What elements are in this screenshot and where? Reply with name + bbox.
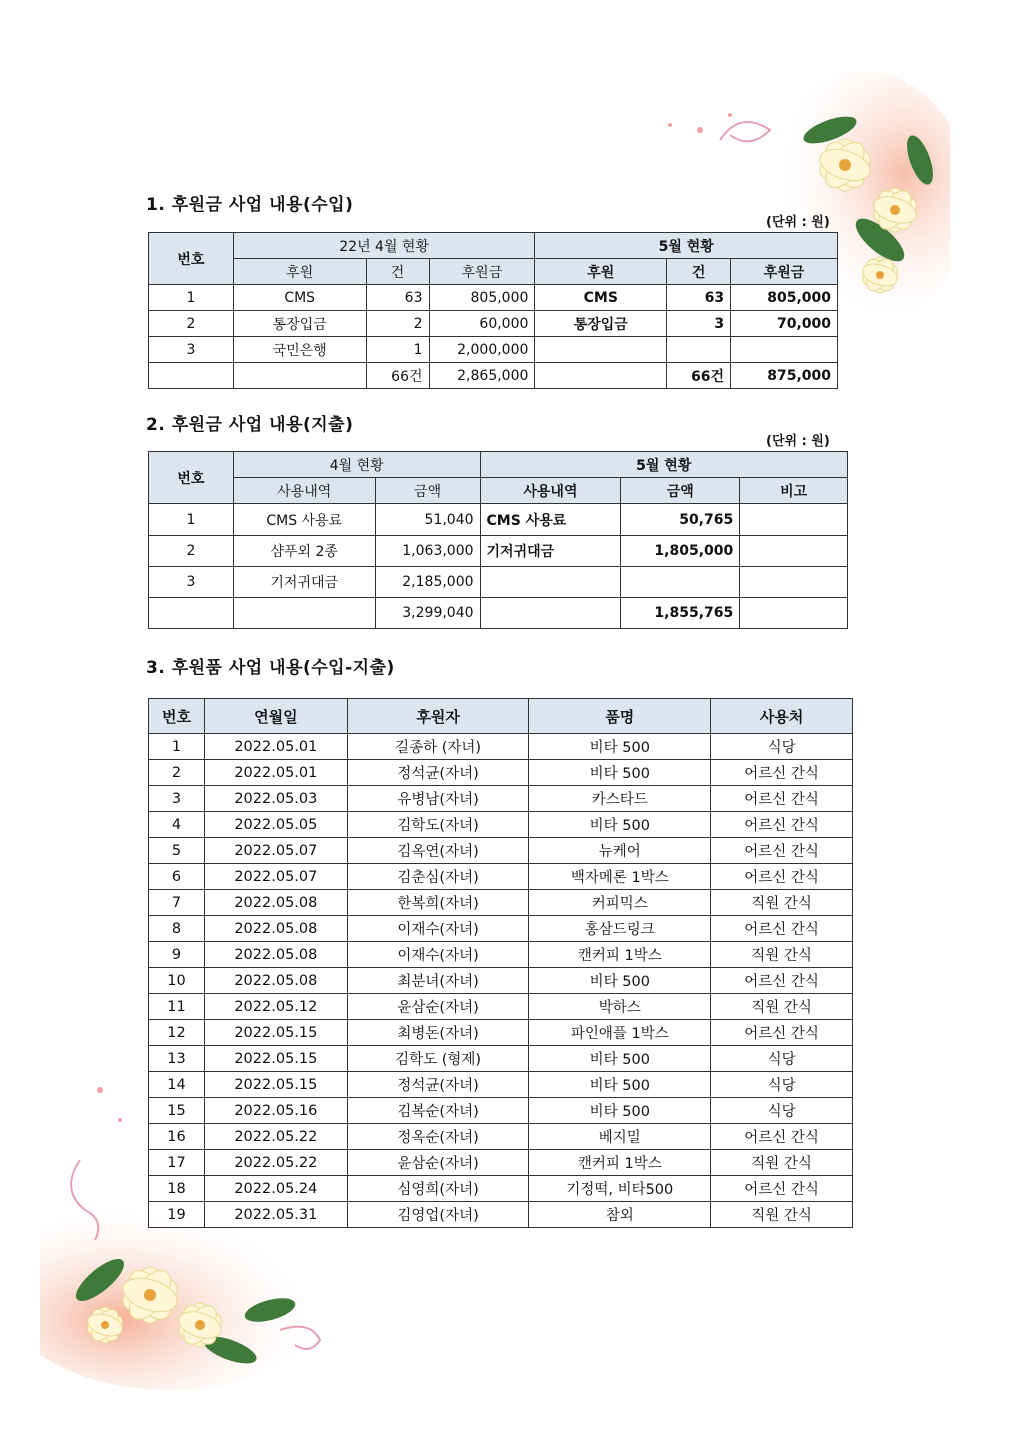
cell-usage: 어르신 간식: [711, 916, 853, 942]
group-header-april: 22년 4월 현황: [233, 233, 535, 259]
cell-item: 비타 500: [529, 968, 711, 994]
col-header-item: 품명: [529, 699, 711, 734]
cell: 1: [149, 504, 234, 536]
group-header-may: 5월 현황: [535, 233, 838, 259]
sub-header: 후원: [535, 259, 667, 285]
cell-item: 커피믹스: [529, 890, 711, 916]
cell-donor: 김학도(자녀): [347, 812, 529, 838]
cell: [740, 536, 848, 567]
table-row: [149, 786, 853, 812]
cell-no: 9: [149, 942, 205, 968]
expense-table: [148, 451, 848, 629]
cell: 3: [667, 311, 731, 337]
cell-item: 백자메론 1박스: [529, 864, 711, 890]
cell: [149, 598, 234, 629]
cell-item: 베지밀: [529, 1124, 711, 1150]
cell-item: 카스타드: [529, 786, 711, 812]
cell: 1: [149, 285, 234, 311]
table-row: [149, 1176, 853, 1202]
cell-date: 2022.05.12: [204, 994, 347, 1020]
section2-title: 2. 후원금 사업 내용(지출): [146, 415, 354, 435]
cell-date: 2022.05.22: [204, 1124, 347, 1150]
cell-date: 2022.05.08: [204, 916, 347, 942]
cell-usage: 어르신 간식: [711, 864, 853, 890]
group-header-april: 4월 현황: [233, 452, 480, 478]
cell: [535, 363, 667, 389]
cell-donor: 한복희(자녀): [347, 890, 529, 916]
cell: [731, 337, 838, 363]
cell-item: 뉴케어: [529, 838, 711, 864]
cell-date: 2022.05.08: [204, 968, 347, 994]
cell-no: 15: [149, 1098, 205, 1124]
table-row: [149, 760, 853, 786]
cell: 1,855,765: [621, 598, 740, 629]
header-row: [149, 699, 853, 734]
col-header-date: 연월일: [204, 699, 347, 734]
cell-usage: 어르신 간식: [711, 760, 853, 786]
cell-donor: 윤삼순(자녀): [347, 1150, 529, 1176]
cell-usage: 식당: [711, 1046, 853, 1072]
cell-donor: 심영희(자녀): [347, 1176, 529, 1202]
cell: 70,000: [731, 311, 838, 337]
cell-item: 기정떡, 비타500: [529, 1176, 711, 1202]
cell-date: 2022.05.31: [204, 1202, 347, 1228]
sub-header: 비고: [740, 478, 848, 504]
cell-donor: 최분녀(자녀): [347, 968, 529, 994]
cell-date: 2022.05.08: [204, 890, 347, 916]
cell-item: 비타 500: [529, 734, 711, 760]
cell: 2,000,000: [429, 337, 535, 363]
sub-header: 건: [667, 259, 731, 285]
donated-goods-table: [148, 698, 853, 1228]
cell: 1: [366, 337, 429, 363]
table-row: [149, 968, 853, 994]
cell-date: 2022.05.05: [204, 812, 347, 838]
cell-no: 4: [149, 812, 205, 838]
cell: CMS 사용료: [480, 504, 621, 536]
cell-usage: 식당: [711, 1098, 853, 1124]
group-header-may: 5월 현황: [480, 452, 847, 478]
cell-item: 비타 500: [529, 812, 711, 838]
cell-item: 비타 500: [529, 760, 711, 786]
cell: 2,865,000: [429, 363, 535, 389]
cell-no: 1: [149, 734, 205, 760]
cell: [480, 598, 621, 629]
col-header-no: 번호: [149, 233, 234, 285]
section3-title: 3. 후원품 사업 내용(수입-지출): [146, 658, 395, 678]
cell-usage: 직원 간식: [711, 994, 853, 1020]
cell: [149, 363, 234, 389]
cell-no: 11: [149, 994, 205, 1020]
table-row: [149, 567, 848, 598]
cell: [740, 598, 848, 629]
cell: 60,000: [429, 311, 535, 337]
cell-item: 비타 500: [529, 1098, 711, 1124]
cell-no: 2: [149, 760, 205, 786]
cell-usage: 어르신 간식: [711, 812, 853, 838]
cell-usage: 식당: [711, 1072, 853, 1098]
cell: 국민은행: [233, 337, 366, 363]
cell-usage: 직원 간식: [711, 1202, 853, 1228]
cell-no: 16: [149, 1124, 205, 1150]
cell-date: 2022.05.07: [204, 838, 347, 864]
cell-item: 비타 500: [529, 1046, 711, 1072]
table-row: [149, 812, 853, 838]
cell-donor: 정석균(자녀): [347, 1072, 529, 1098]
cell-item: 참외: [529, 1202, 711, 1228]
total-row: [149, 363, 838, 389]
cell: [621, 567, 740, 598]
table-row: [149, 864, 853, 890]
cell: [480, 567, 621, 598]
cell-usage: 직원 간식: [711, 890, 853, 916]
table-row: [149, 536, 848, 567]
table-row: [149, 337, 838, 363]
cell-date: 2022.05.01: [204, 760, 347, 786]
cell-donor: 윤삼순(자녀): [347, 994, 529, 1020]
sub-header: 후원금: [429, 259, 535, 285]
cell: 66건: [667, 363, 731, 389]
cell: 805,000: [731, 285, 838, 311]
cell: [667, 337, 731, 363]
table-row: [149, 734, 853, 760]
section1-title: 1. 후원금 사업 내용(수입): [146, 195, 354, 215]
income-table: [148, 232, 838, 389]
cell-no: 12: [149, 1020, 205, 1046]
cell-no: 5: [149, 838, 205, 864]
cell: 2: [366, 311, 429, 337]
table-row: [149, 1020, 853, 1046]
cell-usage: 어르신 간식: [711, 838, 853, 864]
cell-usage: 직원 간식: [711, 1150, 853, 1176]
sub-header: 금액: [621, 478, 740, 504]
cell-usage: 어르신 간식: [711, 786, 853, 812]
cell: 3: [149, 567, 234, 598]
cell: [233, 598, 375, 629]
cell-donor: 김옥연(자녀): [347, 838, 529, 864]
sub-header: 사용내역: [233, 478, 375, 504]
cell: 805,000: [429, 285, 535, 311]
cell-donor: 정옥순(자녀): [347, 1124, 529, 1150]
cell-usage: 어르신 간식: [711, 968, 853, 994]
sub-header: 사용내역: [480, 478, 621, 504]
cell: 기저귀대금: [480, 536, 621, 567]
cell-no: 3: [149, 786, 205, 812]
cell: [740, 504, 848, 536]
cell-item: 박하스: [529, 994, 711, 1020]
cell-date: 2022.05.15: [204, 1046, 347, 1072]
cell-date: 2022.05.24: [204, 1176, 347, 1202]
table-row: [149, 1124, 853, 1150]
col-header-donor: 후원자: [347, 699, 529, 734]
cell: 통장입금: [535, 311, 667, 337]
cell-date: 2022.05.22: [204, 1150, 347, 1176]
sub-header: 후원금: [731, 259, 838, 285]
cell: 통장입금: [233, 311, 366, 337]
cell: 2,185,000: [375, 567, 480, 598]
cell-no: 6: [149, 864, 205, 890]
cell-item: 비타 500: [529, 1072, 711, 1098]
table-row: [149, 994, 853, 1020]
cell-item: 파인애플 1박스: [529, 1020, 711, 1046]
cell-usage: 어르신 간식: [711, 1176, 853, 1202]
table-row: [149, 942, 853, 968]
cell: 66건: [366, 363, 429, 389]
cell-date: 2022.05.07: [204, 864, 347, 890]
cell: [535, 337, 667, 363]
col-header-no: 번호: [149, 452, 234, 504]
cell-date: 2022.05.03: [204, 786, 347, 812]
cell: [233, 363, 366, 389]
cell-no: 14: [149, 1072, 205, 1098]
table-row: [149, 1072, 853, 1098]
cell: 2: [149, 536, 234, 567]
cell: CMS: [233, 285, 366, 311]
cell-no: 17: [149, 1150, 205, 1176]
cell-date: 2022.05.08: [204, 942, 347, 968]
table-row: [149, 916, 853, 942]
table-row: [149, 285, 838, 311]
cell-donor: 이재수(자녀): [347, 942, 529, 968]
table-row: [149, 1202, 853, 1228]
cell-date: 2022.05.16: [204, 1098, 347, 1124]
cell-donor: 유병남(자녀): [347, 786, 529, 812]
table-row: [149, 311, 838, 337]
table-row: [149, 838, 853, 864]
cell-donor: 김학도 (형제): [347, 1046, 529, 1072]
cell-date: 2022.05.15: [204, 1020, 347, 1046]
cell: 2: [149, 311, 234, 337]
cell-no: 18: [149, 1176, 205, 1202]
col-header-no: 번호: [149, 699, 205, 734]
cell-no: 8: [149, 916, 205, 942]
table-row: [149, 1150, 853, 1176]
table-row: [149, 504, 848, 536]
cell-donor: 이재수(자녀): [347, 916, 529, 942]
table-row: [149, 1046, 853, 1072]
cell: 875,000: [731, 363, 838, 389]
cell-no: 7: [149, 890, 205, 916]
cell-donor: 정석균(자녀): [347, 760, 529, 786]
cell: 63: [366, 285, 429, 311]
cell: 기저귀대금: [233, 567, 375, 598]
section2-unit: (단위 : 원): [766, 434, 830, 449]
cell: 샴푸외 2종: [233, 536, 375, 567]
cell-donor: 김복순(자녀): [347, 1098, 529, 1124]
cell-donor: 김영업(자녀): [347, 1202, 529, 1228]
cell: [740, 567, 848, 598]
cell-donor: 길종하 (자녀): [347, 734, 529, 760]
cell: 51,040: [375, 504, 480, 536]
cell: 50,765: [621, 504, 740, 536]
col-header-usage: 사용처: [711, 699, 853, 734]
cell-usage: 직원 간식: [711, 942, 853, 968]
cell-no: 10: [149, 968, 205, 994]
cell-usage: 어르신 간식: [711, 1124, 853, 1150]
cell-donor: 최병돈(자녀): [347, 1020, 529, 1046]
cell-date: 2022.05.01: [204, 734, 347, 760]
table-row: [149, 890, 853, 916]
cell-no: 19: [149, 1202, 205, 1228]
table-row: [149, 1098, 853, 1124]
cell: 1,063,000: [375, 536, 480, 567]
cell: CMS: [535, 285, 667, 311]
sub-header: 금액: [375, 478, 480, 504]
cell-item: 캔커피 1박스: [529, 1150, 711, 1176]
sub-header: 후원: [233, 259, 366, 285]
cell: CMS 사용료: [233, 504, 375, 536]
cell: 3,299,040: [375, 598, 480, 629]
cell-usage: 어르신 간식: [711, 1020, 853, 1046]
cell-item: 캔커피 1박스: [529, 942, 711, 968]
cell: 1,805,000: [621, 536, 740, 567]
cell-item: 홍삼드링크: [529, 916, 711, 942]
cell-no: 13: [149, 1046, 205, 1072]
cell-date: 2022.05.15: [204, 1072, 347, 1098]
section1-unit: (단위 : 원): [766, 215, 830, 230]
sub-header: 건: [366, 259, 429, 285]
total-row: [149, 598, 848, 629]
cell-donor: 김춘심(자녀): [347, 864, 529, 890]
cell: 3: [149, 337, 234, 363]
cell: 63: [667, 285, 731, 311]
cell-usage: 식당: [711, 734, 853, 760]
